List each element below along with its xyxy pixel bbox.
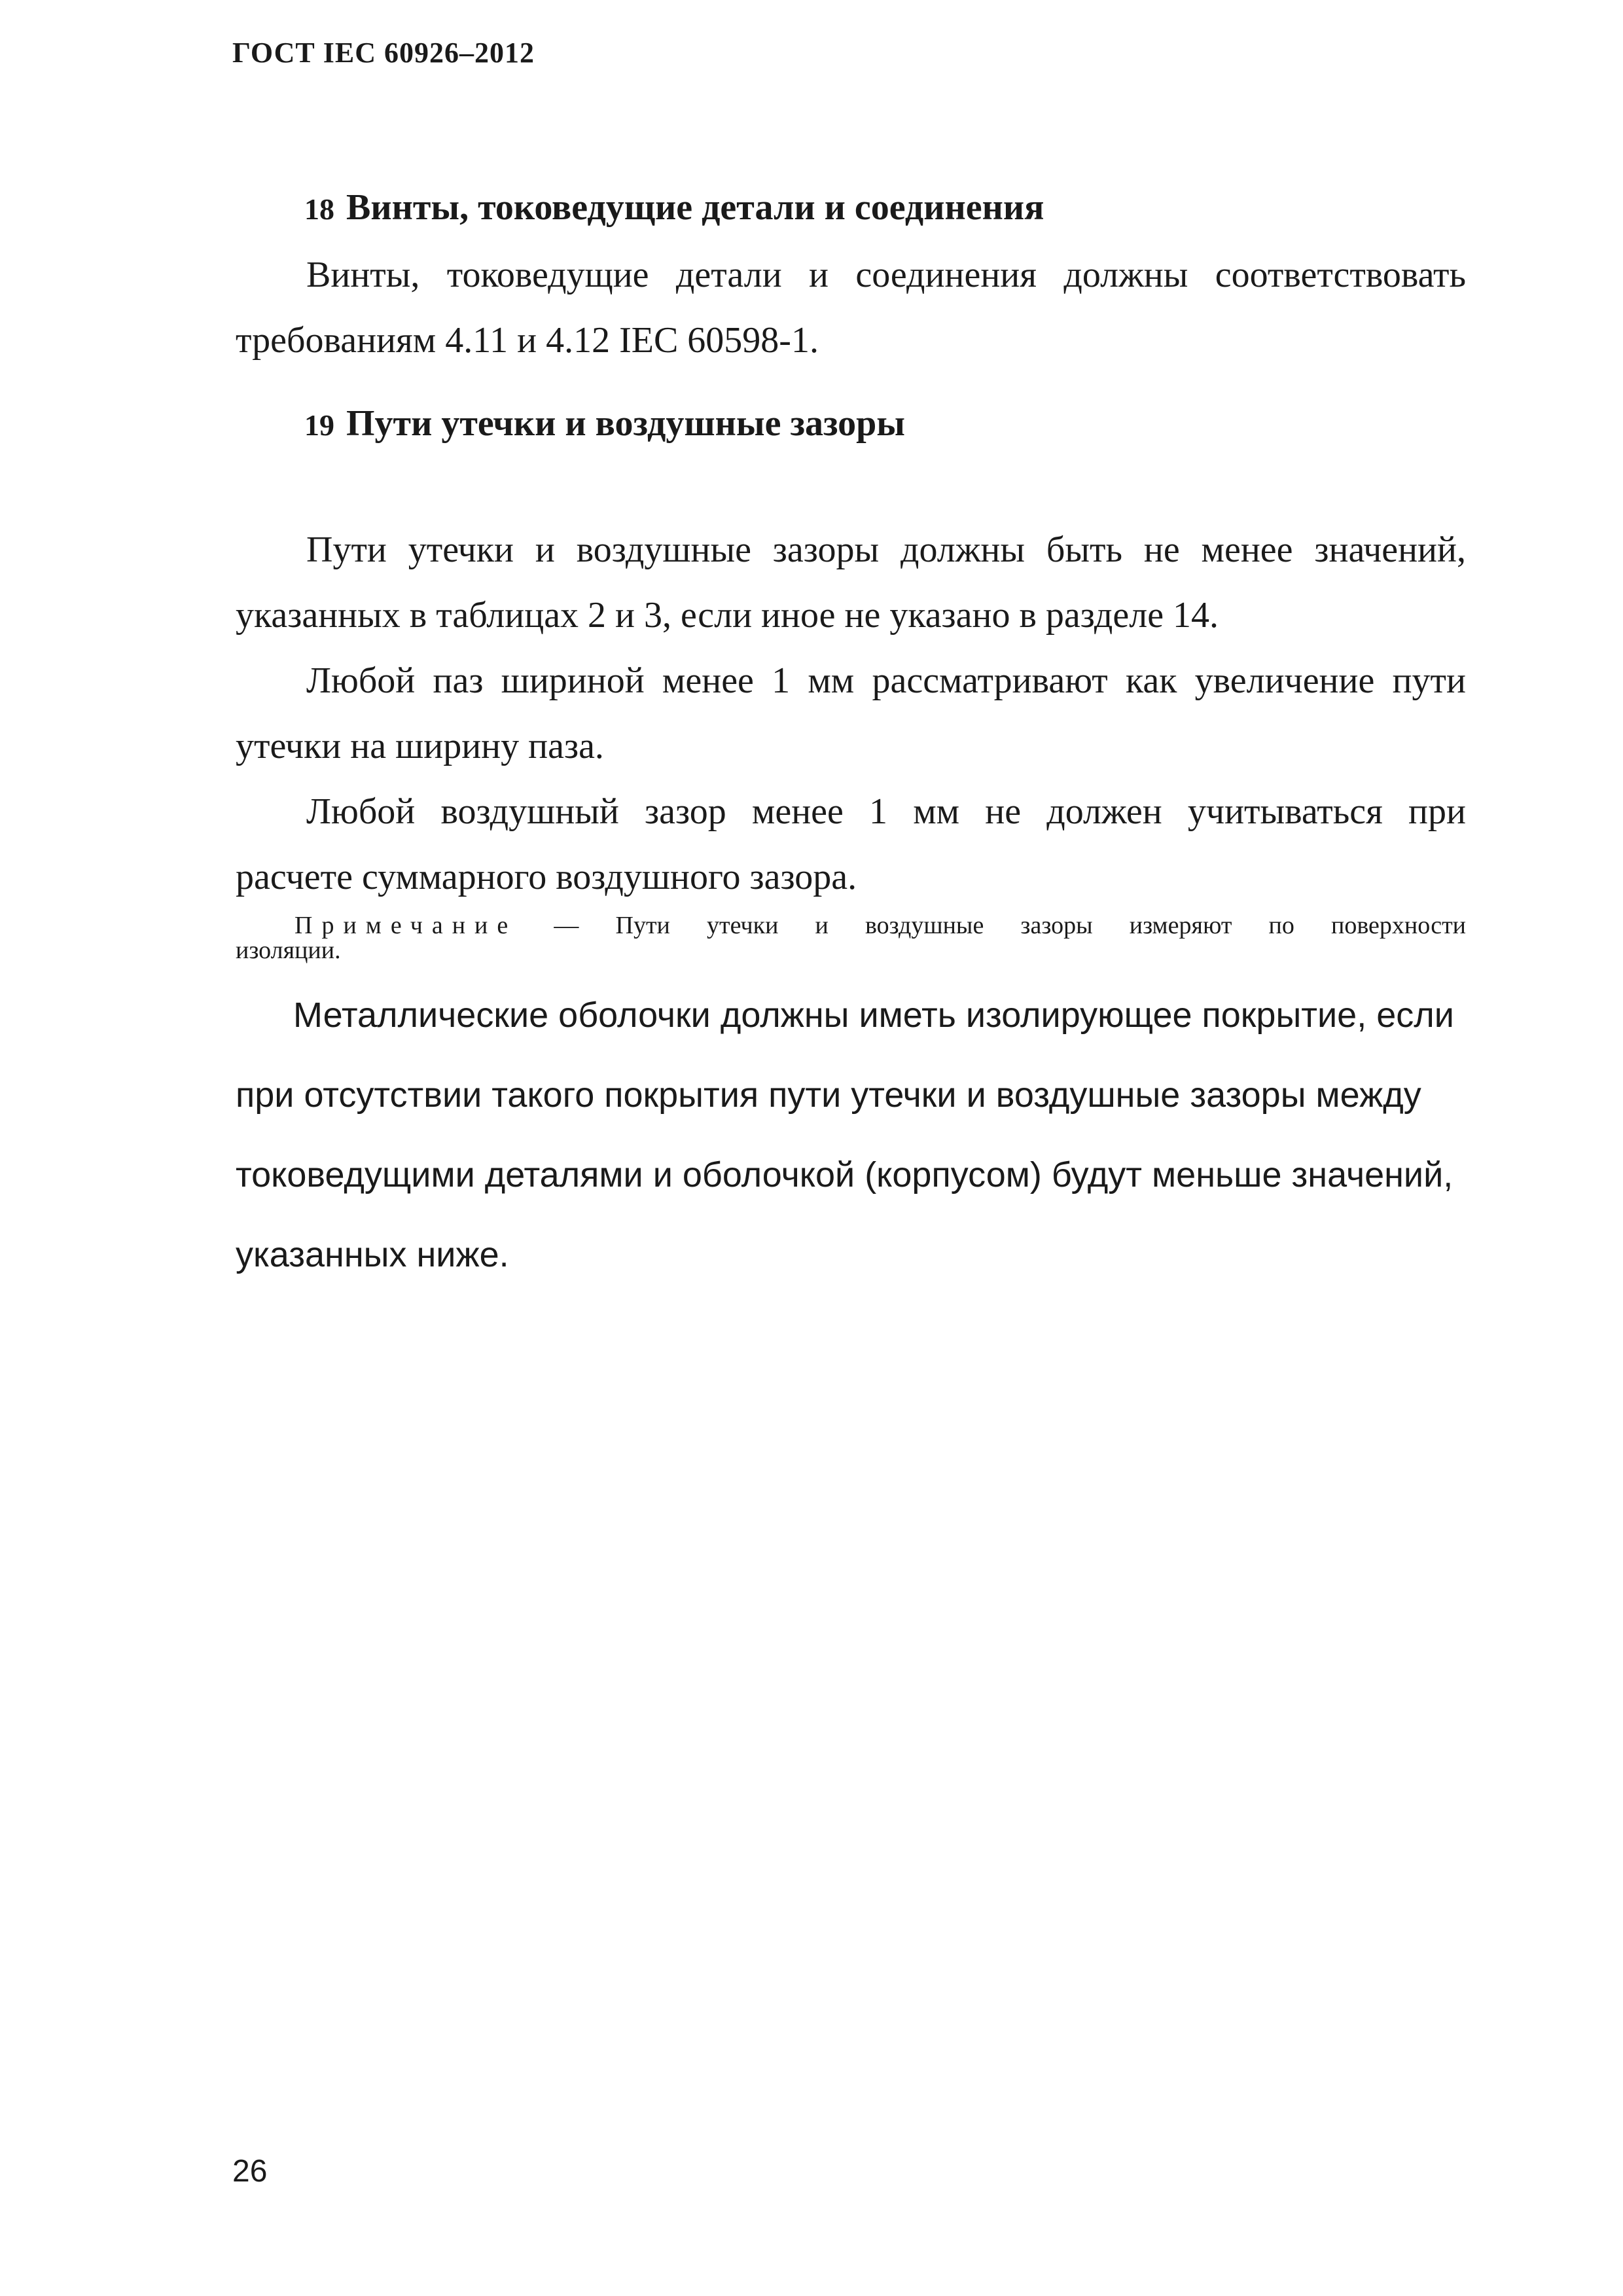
metal-line-1: Металлические оболочки должны иметь изолирующее покрытие, если: [293, 996, 1454, 1035]
note: [236, 913, 1466, 963]
metal-line-2: при отсутствии такого покрытия пути утечки и воздушные зазоры между: [236, 1075, 1421, 1115]
page-number: 26: [232, 2154, 268, 2189]
section-19-paragraph-3: [236, 779, 1466, 910]
note-text-line-2: изоляции.: [236, 937, 341, 964]
section-18-heading: [304, 187, 1044, 228]
metal-enclosure-paragraph: [236, 975, 1466, 1295]
section-18-line-2: требованиям 4.11 и 4.12 IEC 60598-1.: [236, 320, 819, 361]
section-18-line-1: Винты, токоведущие детали и соединения должны соответствовать: [306, 255, 1466, 295]
section-19-p3-line-1: Любой воздушный зазор менее 1 мм не должен учитываться при: [306, 791, 1466, 832]
section-19-title: Пути утечки и воздушные зазоры: [346, 403, 906, 444]
note-label: Примечание: [294, 912, 518, 939]
section-19-p3-line-2: расчете суммарного воздушного зазора.: [236, 857, 857, 897]
section-19-p2-line-2: утечки на ширину паза.: [236, 726, 604, 766]
section-19-heading: [304, 403, 905, 444]
section-19-paragraph-2: [236, 648, 1466, 779]
metal-line-3: токоведущими деталями и оболочкой (корпусом) будут меньше значений,: [236, 1155, 1454, 1194]
note-text-line-1: — Пути утечки и воздушные зазоры измеряют по поверхности: [554, 912, 1467, 939]
section-19-p2-line-1: Любой паз шириной менее 1 мм рассматривают как увеличение пути: [306, 660, 1466, 701]
section-19-p1-line-1: Пути утечки и воздушные зазоры должны быть не менее значений,: [306, 529, 1466, 570]
section-18-title: Винты, токоведущие детали и соединения: [346, 187, 1044, 228]
note-line-1: [236, 913, 1466, 938]
document-header: ГОСТ IEC 60926–2012: [232, 37, 535, 69]
section-19-p1-line-2: указанных в таблицах 2 и 3, если иное не указано в разделе 14.: [236, 595, 1219, 636]
section-19-paragraph-1: [236, 517, 1466, 648]
section-19-number: 19: [304, 408, 334, 442]
section-18-number: 18: [304, 192, 334, 226]
section-18-paragraph: [236, 242, 1466, 373]
metal-line-4: указанных ниже.: [236, 1235, 509, 1274]
